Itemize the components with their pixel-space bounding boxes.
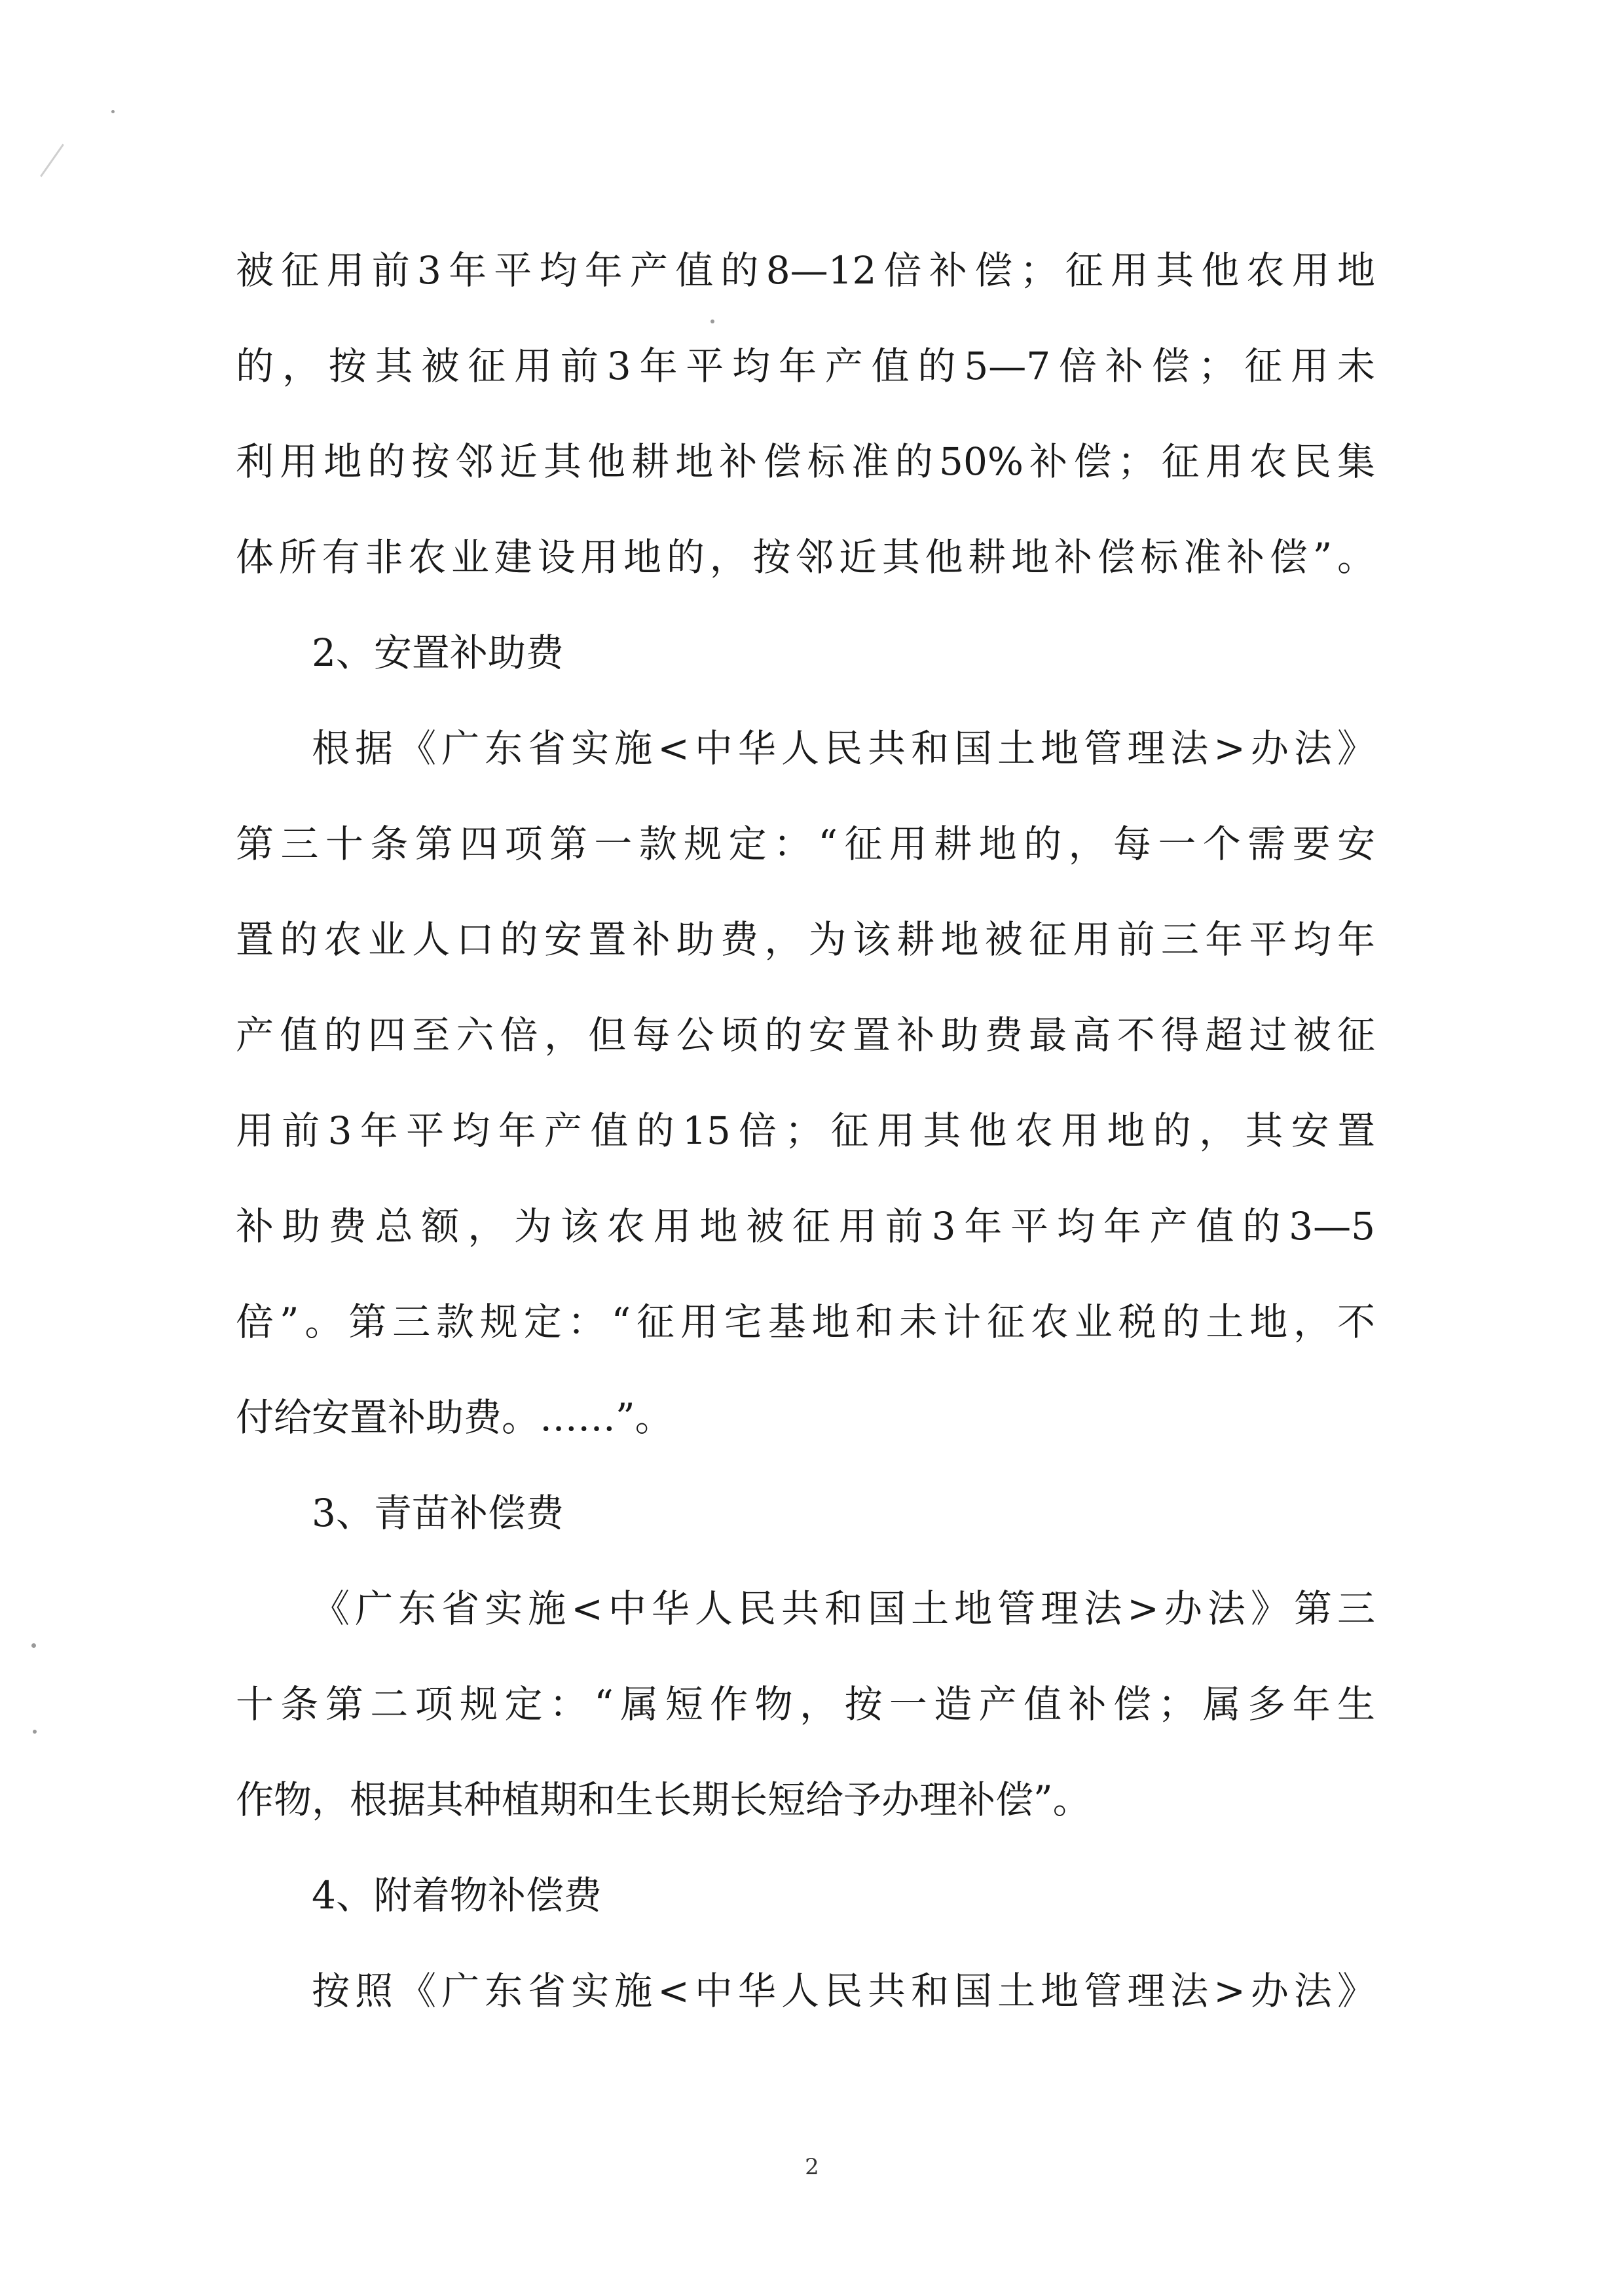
section-heading: 3、青苗补偿费 — [312, 1491, 564, 1535]
page-number: 2 — [805, 2154, 819, 2180]
body-text-line: 第三十条第四项第一款规定：“征用耕地的，每一个需要安 — [236, 822, 1375, 866]
body-text-line: 被征用前3年平均年产值的8—12倍补偿；征用其他农用地 — [236, 248, 1375, 293]
body-text-line: 利用地的按邻近其他耕地补偿标准的50%补偿；征用农民集 — [236, 439, 1375, 484]
body-text-line: 根据《广东省实施<中华人民共和国土地管理法>办法》 — [312, 726, 1375, 771]
body-text-line: 《广东省实施<中华人民共和国土地管理法>办法》第三 — [312, 1586, 1375, 1631]
body-text-line: 置的农业人口的安置补助费，为该耕地被征用前三年平均年 — [236, 917, 1375, 962]
body-text-line: 体所有非农业建设用地的，按邻近其他耕地补偿标准补偿”。 — [236, 535, 1375, 579]
body-text-line: 补助费总额，为该农用地被征用前3年平均年产值的3—5 — [236, 1204, 1375, 1248]
body-text-line: 产值的四至六倍，但每公顷的安置补助费最高不得超过被征 — [236, 1013, 1375, 1057]
section-heading: 2、安置补助费 — [312, 630, 564, 675]
scan-speck — [31, 1643, 36, 1648]
body-text-line: 倍”。第三款规定：“征用宅基地和未计征农业税的土地，不 — [236, 1300, 1375, 1344]
body-text-line: 十条第二项规定：“属短作物，按一造产值补偿；属多年生 — [236, 1682, 1375, 1726]
scan-scratch-mark — [40, 144, 64, 177]
section-heading: 4、附着物补偿费 — [312, 1873, 602, 1918]
body-text-line: 付给安置补助费。……”。 — [236, 1395, 673, 1440]
body-text-line: 作物，根据其种植期和生长期长短给予办理补偿”。 — [236, 1777, 1091, 1822]
scan-speck — [33, 1730, 37, 1734]
document-body — [236, 223, 1375, 2039]
scan-speck — [111, 110, 115, 113]
body-text-line: 的，按其被征用前3年平均年产值的5—7倍补偿；征用未 — [236, 344, 1375, 388]
body-text-line: 用前3年平均年产值的15倍；征用其他农用地的，其安置 — [236, 1108, 1375, 1153]
body-text-line: 按照《广东省实施<中华人民共和国土地管理法>办法》 — [312, 1969, 1375, 2013]
